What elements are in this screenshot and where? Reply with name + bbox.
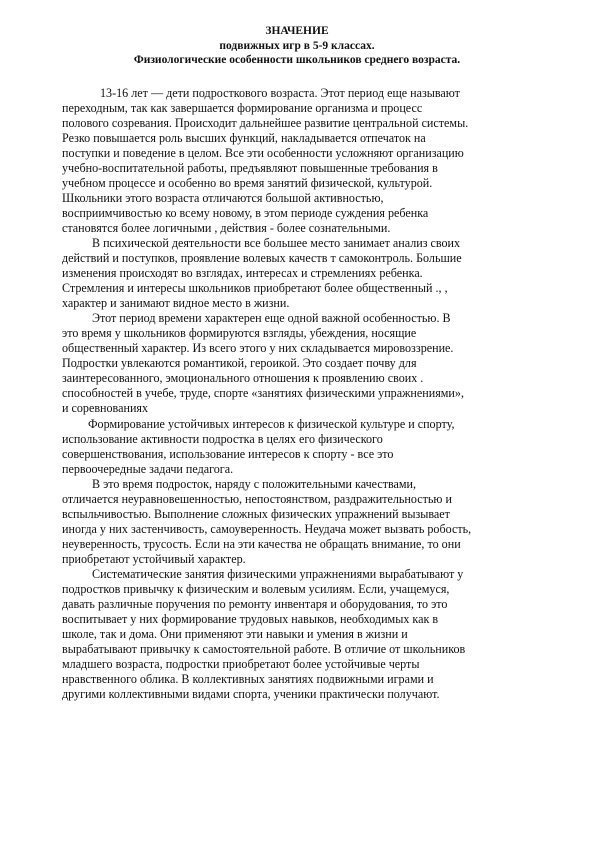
document-header xyxy=(62,24,532,68)
paragraph-line: другими коллективными видами спорта, ученики практически получают. xyxy=(62,687,440,702)
paragraph-line: приобретают устойчивый характер. xyxy=(62,551,246,566)
paragraph-line: Этот период времени характерен еще одной важной особенностью. В xyxy=(92,311,451,326)
paragraph-4 xyxy=(62,417,532,477)
paragraph-line: давать различные поручения по ремонту инвентаря и оборудования, то это xyxy=(62,597,448,612)
paragraph-line: В психической деятельности все большее место занимает анализ своих xyxy=(92,235,461,250)
paragraph-line: первоочередные задачи педагога. xyxy=(62,461,234,476)
paragraph-line: это время у школьников формируются взгляды, убеждения, носящие xyxy=(62,326,417,341)
paragraph-line: становятся более логичными , действия - более сознательными. xyxy=(62,220,391,235)
paragraph-line: учебно-воспитательной работы, предъявляют повышенные требования в xyxy=(62,160,438,175)
paragraph-line: изменения происходят во взглядах, интересах и стремлениях ребенка. xyxy=(62,266,423,281)
paragraph-line: нравственного облика. В коллективных занятиях подвижными играми и xyxy=(62,672,434,687)
paragraph-6 xyxy=(62,567,532,702)
paragraph-line: восприимчивостью ко всему новому, в этом периоде суждения ребенка xyxy=(62,205,429,220)
paragraph-line: Резко повышается роль высших функций, накладывается отпечаток на xyxy=(62,130,426,145)
paragraph-line: младшего возраста, подростки приобретают более устойчивые черты xyxy=(62,657,420,672)
paragraph-line: поступки и поведение в целом. Все эти особенности усложняют организацию xyxy=(62,145,464,160)
paragraph-line: учебном процессе и особенно во время занятий физической, культурой. xyxy=(62,175,433,190)
paragraph-line: полового созревания. Происходит дальнейшее развитие центральной системы. xyxy=(62,115,469,130)
paragraph-line: Формирование устойчивых интересов к физической культуре и спорту, xyxy=(88,416,455,431)
paragraph-line: иногда у них застенчивость, самоуверенность. Неудача может вызвать робость, xyxy=(62,521,472,536)
paragraph-line: воспитывает у них формирование трудовых навыков, необходимых как в xyxy=(62,612,439,627)
document-body xyxy=(62,86,532,703)
paragraph-line: способностей в учебе, труде, спорте «занятиях физическими упражнениями», xyxy=(62,386,464,401)
paragraph-line: характер и занимают видное место в жизни. xyxy=(62,296,290,311)
paragraph-line: отличается неуравновешенностью, непостоянством, раздражительностью и xyxy=(62,491,452,506)
paragraph-line: Систематические занятия физическими упражнениями вырабатывают у xyxy=(92,567,464,581)
paragraph-line: действий и поступков, проявление волевых качеств т самоконтроль. Большие xyxy=(62,251,462,266)
paragraph-line: вырабатывают привычку к самостоятельной работе. В отличие от школьников xyxy=(62,642,466,657)
paragraph-line: переходным, так как завершается формирование организма и процесс xyxy=(62,100,423,115)
paragraph-line: В это время подросток, наряду с положительными качествами, xyxy=(92,476,417,491)
paragraph-line: Подростки увлекаются романтикой, героикой. Это создает почву для xyxy=(62,356,417,371)
paragraph-line: и соревнованиях xyxy=(62,401,149,416)
paragraph-line: подростков привычку к физическим и волевым усилиям. Если, учащемуся, xyxy=(62,582,450,597)
paragraph-line: неуверенность, трусость. Если на эти качества не обращать внимание, то они xyxy=(62,536,461,551)
paragraph-line: 13-16 лет — дети подросткового возраста. Этот период еще называют xyxy=(100,85,460,100)
paragraph-2 xyxy=(62,236,532,311)
paragraph-line: общественный характер. Из всего этого у них складывается мировоззрение. xyxy=(62,341,454,356)
paragraph-line: школе, так и дома. Они применяют эти навыки и умения в жизни и xyxy=(62,627,408,642)
paragraph-line: использование активности подростка в целях его физического xyxy=(62,431,383,446)
paragraph-line: Школьники этого возраста отличаются большой активностью, xyxy=(62,190,384,205)
paragraph-5 xyxy=(62,477,532,567)
paragraph-3 xyxy=(62,311,532,416)
paragraph-1 xyxy=(62,86,532,236)
paragraph-line: Стремления и интересы школьников приобретают более общественный ., , xyxy=(62,281,448,296)
paragraph-line: совершенствования, использование интересов к спорту - все это xyxy=(62,446,394,461)
paragraph-line: заинтересованного, эмоционального отношения к проявлению своих . xyxy=(62,371,424,386)
document-page xyxy=(62,24,532,702)
document-title: ЗНАЧЕНИЕ xyxy=(265,25,329,37)
paragraph-line: вспыльчивостью. Выполнение сложных физических упражнений вызывает xyxy=(62,506,450,521)
section-heading: Физиологические особенности школьников среднего возраста. xyxy=(133,54,461,66)
document-subtitle: подвижных игр в 5-9 классах. xyxy=(219,39,375,52)
